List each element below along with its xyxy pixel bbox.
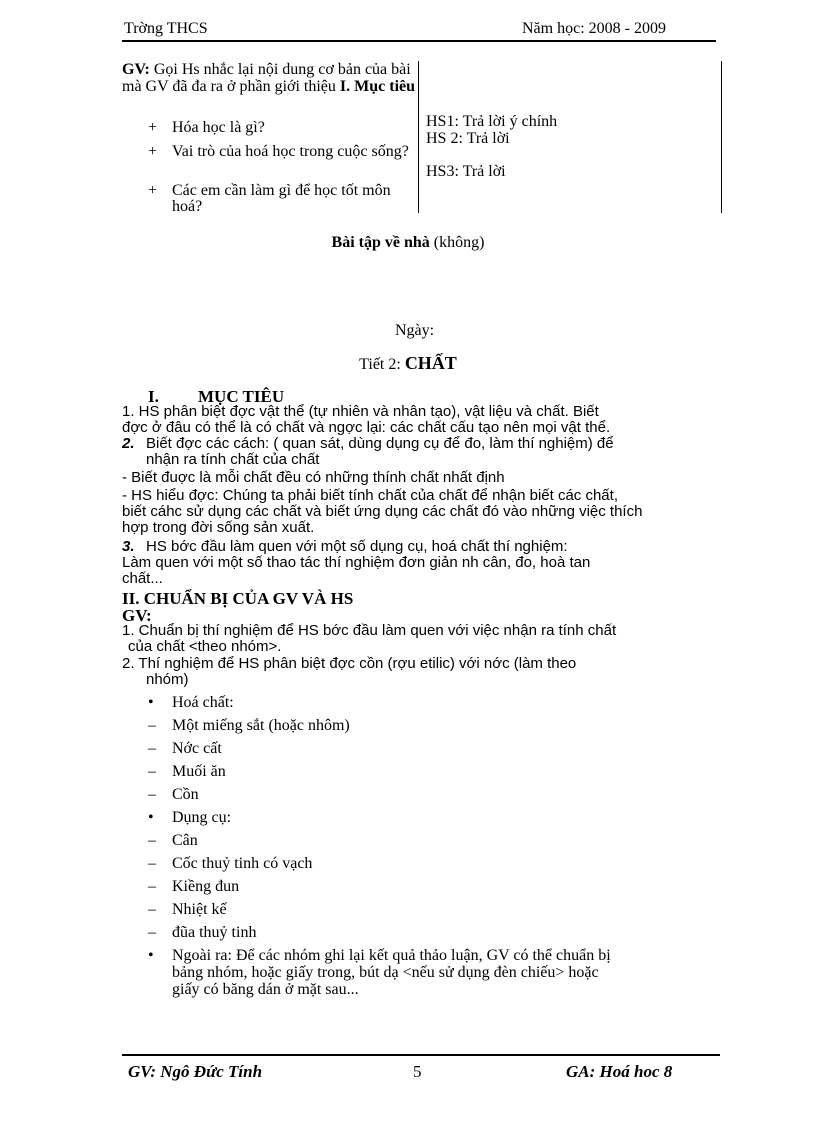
header-school-year: Năm học: 2008 - 2009 bbox=[522, 20, 666, 37]
list-text: Cốc thuỷ tinh có vạch bbox=[172, 855, 313, 872]
gv-text: Gọi Hs nhắc lại nội dung cơ bản của bài mà GV đã đa ra ở phần giới thiệu bbox=[122, 61, 411, 95]
plus-icon: + bbox=[148, 182, 158, 199]
list-text: Dụng cụ: bbox=[172, 809, 232, 826]
list-text: Nhiệt kế bbox=[172, 901, 227, 918]
dash-icon: – bbox=[148, 717, 156, 734]
section1-line: biết cáhc sử dụng các chất và biết ứng dụng các chất đó vào những việc thích bbox=[122, 503, 643, 520]
table-border-right bbox=[721, 61, 722, 213]
section1-line: HS bớc đầu làm quen với một số dụng cụ, hoá chất thí nghiệm: bbox=[146, 538, 568, 555]
plus-icon: + bbox=[148, 143, 158, 160]
dash-icon: – bbox=[148, 855, 156, 872]
list-continuation: bảng nhóm, hoặc giấy trong, bút dạ <nếu sử dụng đèn chiếu> hoặc bbox=[172, 964, 599, 981]
section2-line: của chất <theo nhóm>. bbox=[128, 638, 282, 655]
list-text: đũa thuỷ tinh bbox=[172, 924, 257, 941]
section1-title: MỤC TIÊU bbox=[198, 387, 285, 406]
hs-answer: HS3: Trả lời bbox=[426, 163, 506, 180]
hs-answer: HS 2: Trả lời bbox=[426, 130, 510, 147]
hs-answer: HS1: Trả lời ý chính bbox=[426, 113, 558, 130]
page-number: 5 bbox=[413, 1062, 422, 1081]
section1-line: hợp trong đời sống sản xuất. bbox=[122, 519, 315, 536]
objective-text: Hóa học là gì? bbox=[172, 119, 265, 136]
list-text: Hoá chất: bbox=[172, 694, 234, 711]
section1-line: 1. HS phân biệt đợc vật thể (tự nhiên và nhân tạo), vật liệu và chất. Biết bbox=[122, 403, 599, 420]
list-text: Một miếng sắt (hoặc nhôm) bbox=[172, 717, 350, 734]
gv-section-ref: I. Mục tiêu bbox=[339, 78, 416, 95]
list-text: Muối ăn bbox=[172, 763, 226, 780]
bullet-icon: • bbox=[148, 809, 154, 826]
dash-icon: – bbox=[148, 763, 156, 780]
section1-line: - Biết đuợc là mỗi chất đều có những thính chất nhất định bbox=[122, 469, 505, 486]
list-text: Cân bbox=[172, 832, 198, 849]
section1-number: I. bbox=[148, 387, 159, 406]
homework-value: (không) bbox=[429, 234, 485, 251]
header-rule bbox=[122, 40, 716, 42]
date-label: Ngày: bbox=[395, 322, 435, 339]
bullet-icon: • bbox=[148, 694, 154, 711]
section1-line: chất... bbox=[122, 570, 163, 587]
section2-line: 2. Thí nghiệm để HS phân biệt đợc cồn (rợu etilic) với nớc (làm theo bbox=[122, 655, 577, 672]
section1-num: 2. bbox=[122, 435, 135, 452]
gv-label: GV: bbox=[122, 61, 150, 78]
section1-num: 3. bbox=[122, 538, 135, 555]
list-continuation: giấy có băng dán ở mặt sau... bbox=[172, 981, 359, 998]
header-school: Trờng THCS bbox=[124, 20, 208, 37]
objective-text: Vai trò của hoá học trong cuộc sống? bbox=[172, 143, 409, 160]
plus-icon: + bbox=[148, 119, 158, 136]
section2-line: nhóm) bbox=[146, 671, 189, 688]
homework-line bbox=[0, 234, 816, 252]
objective-text: Các em cần làm gì để học tốt môn hoá? bbox=[172, 182, 391, 215]
list-text: Nớc cất bbox=[172, 740, 222, 757]
dash-icon: – bbox=[148, 786, 156, 803]
section1-line: Làm quen với một số thao tác thí nghiệm đơn giản nh cân, đo, hoà tan bbox=[122, 554, 591, 571]
dash-icon: – bbox=[148, 901, 156, 918]
footer-teacher: GV: Ngô Đức Tính bbox=[128, 1062, 263, 1081]
dash-icon: – bbox=[148, 740, 156, 757]
dash-icon: – bbox=[148, 878, 156, 895]
section1-line: đợc ở đâu có thể là có chất và ngợc lại: các chất cấu tạo nên mọi vật thể. bbox=[122, 419, 611, 436]
lesson-title bbox=[0, 353, 816, 374]
section2-title: II. CHUẨN BỊ CỦA GV VÀ HS bbox=[122, 589, 354, 608]
bullet-icon: • bbox=[148, 947, 154, 964]
section1-line: Biết đợc các cách: ( quan sát, dùng dụng cụ để đo, làm thí nghiệm) để bbox=[146, 435, 614, 452]
gv-instruction bbox=[122, 61, 418, 95]
section2-gv: GV: bbox=[122, 606, 152, 625]
list-text: Cồn bbox=[172, 786, 199, 803]
dash-icon: – bbox=[148, 832, 156, 849]
table-divider bbox=[418, 61, 419, 213]
dash-icon: – bbox=[148, 924, 156, 941]
footer-subject: GA: Hoá hoc 8 bbox=[566, 1062, 673, 1081]
section1-line: nhận ra tính chất của chất bbox=[146, 451, 320, 468]
list-text: Kiềng đun bbox=[172, 878, 240, 895]
footer-rule bbox=[122, 1054, 720, 1056]
lesson-prefix: Tiết 2: bbox=[359, 356, 405, 373]
homework-label: Bài tập về nhà bbox=[331, 234, 430, 251]
list-text: Ngoài ra: Để các nhóm ghi lại kết quả thảo luận, GV có thể chuẩn bị bbox=[172, 947, 611, 964]
section2-line: 1. Chuẩn bị thí nghiệm để HS bớc đầu làm quen với việc nhận ra tính chất bbox=[122, 622, 617, 639]
lesson-name: CHẤT bbox=[404, 353, 457, 373]
section1-line: - HS hiểu đợc: Chúng ta phải biết tính chất của chất để nhận biết các chất, bbox=[122, 487, 618, 504]
